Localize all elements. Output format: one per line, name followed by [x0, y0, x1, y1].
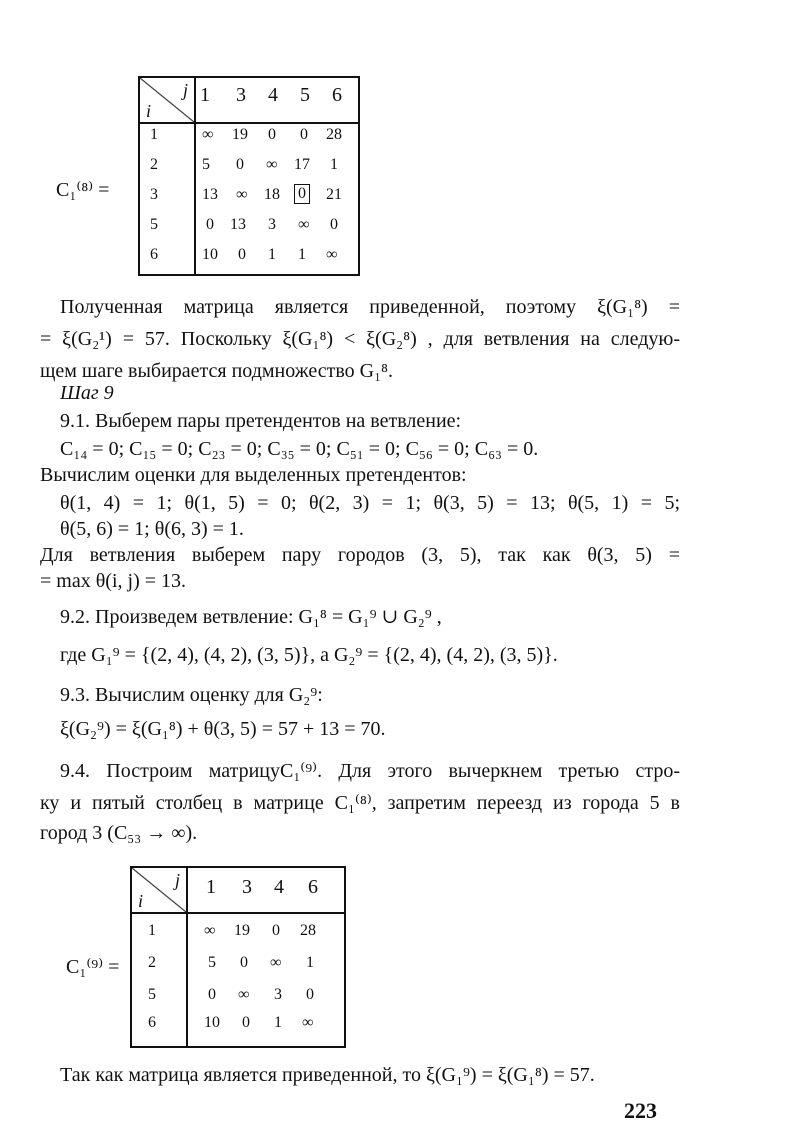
text-line: щем шаге выбирается подмножество G₁⁸. [40, 360, 394, 382]
matrix2-row-index: 6 [148, 1014, 156, 1031]
matrix1-label: C₁⁽⁸⁾ = [56, 179, 110, 201]
matrix1-cell: 5 [202, 156, 210, 173]
matrix1-row-index: 2 [150, 156, 158, 173]
matrix2-row-index: 2 [148, 954, 156, 971]
matrix2-cell: 19 [234, 922, 250, 939]
matrix1-cell: 10 [202, 246, 218, 263]
matrix2-col-header: j [174, 870, 180, 890]
matrix1-cell: 0 [238, 246, 246, 263]
matrix2-col: 4 [274, 876, 284, 898]
text-line: Так как матрица является приведенной, то ξ(G₁⁹) = ξ(G₁⁸) = 57. [60, 1064, 595, 1086]
matrix2-cell: 1 [306, 954, 314, 971]
text-line: где G₁⁹ = {(2, 4), (4, 2), (3, 5)}, а G₂⁹ = {(2, 4), (4, 2), (3, 5)}. [60, 644, 558, 666]
matrix2-col: 1 [206, 876, 216, 898]
matrix1-corner [140, 78, 196, 124]
matrix1-cell: ∞ [236, 186, 248, 203]
matrix1-col: 4 [268, 84, 278, 106]
text-line: ξ(G₂⁹) = ξ(G₁⁸) + θ(3, 5) = 57 + 13 = 70. [60, 718, 386, 740]
matrix1-col: 5 [300, 84, 310, 106]
matrix1-cell: 13 [202, 186, 218, 203]
matrix2-row-header: i [138, 891, 144, 911]
text-line: = ξ(G₂¹) = 57. Поскольку ξ(G₁⁸) < ξ(G₂⁸) , для ветвления на следую- [40, 328, 680, 350]
matrix1-table [138, 76, 360, 276]
matrix1-row-index: 5 [150, 216, 158, 233]
matrix2-cell: 3 [274, 986, 282, 1003]
matrix1-cell: ∞ [266, 156, 278, 173]
text-line: C₁₄ = 0; C₁₅ = 0; C₂₃ = 0; C₃₅ = 0; C₅₁ = 0; C₅₆ = 0; C₆₃ = 0. [60, 438, 539, 460]
matrix1-cell: 28 [326, 126, 342, 143]
matrix2-cell: 0 [242, 1014, 250, 1031]
matrix1-col-header: j [182, 80, 188, 100]
matrix1-cell: 3 [268, 216, 276, 233]
matrix1-row-index: 1 [150, 126, 158, 143]
matrix2-row-index: 1 [148, 922, 156, 939]
matrix2-cell: 0 [306, 986, 314, 1003]
text-line: Для ветвления выберем пару городов (3, 5), так как θ(3, 5) = [40, 544, 680, 566]
text-line: 9.1. Выберем пары претендентов на ветвление: [60, 410, 462, 432]
matrix2-cell: 28 [300, 922, 316, 939]
page-number: 223 [624, 1098, 657, 1123]
matrix1-cell: 13 [230, 216, 246, 233]
matrix2-cell: 0 [272, 922, 280, 939]
matrix2-cell: ∞ [302, 1014, 314, 1031]
matrix1-cell: 0 [206, 216, 214, 233]
matrix2-cell: 5 [208, 954, 216, 971]
matrix2-col: 3 [242, 876, 252, 898]
matrix1-row-index: 3 [150, 186, 158, 203]
matrix2-cell: 10 [204, 1014, 220, 1031]
text-line: Полученная матрица является приведенной, поэтому ξ(G₁⁸) = [60, 296, 680, 318]
matrix1-col: 3 [236, 84, 246, 106]
text-line: ку и пятый столбец в матрице C₁⁽⁸⁾, запретим переезд из города 5 в [40, 792, 680, 814]
matrix1-cell: 0 [268, 126, 276, 143]
text-line: = max θ(i, j) = 13. [40, 570, 187, 592]
matrix1-cell: 19 [232, 126, 248, 143]
text-line: 9.3. Вычислим оценку для G₂⁹: [60, 684, 323, 706]
matrix1-cell: ∞ [326, 246, 338, 263]
matrix2-col: 6 [308, 876, 318, 898]
text-line: θ(5, 6) = 1; θ(6, 3) = 1. [60, 518, 244, 540]
matrix1-cell: ∞ [298, 216, 310, 233]
text-line: город 3 (C₅₃ → ∞). [40, 822, 198, 844]
matrix2-corner [132, 868, 188, 914]
matrix1-cell: 1 [330, 156, 338, 173]
matrix2-cell: 0 [240, 954, 248, 971]
text-line: 9.4. Построим матрицуC₁⁽⁹⁾. Для этого вычеркнем третью стро- [60, 760, 680, 782]
matrix1-row-index: 6 [150, 246, 158, 263]
matrix2-row-index: 5 [148, 986, 156, 1003]
matrix2-cell: ∞ [270, 954, 282, 971]
matrix1-col: 1 [200, 84, 210, 106]
matrix2-cell: 0 [208, 986, 216, 1003]
text-line: 9.2. Произведем ветвление: G₁⁸ = G₁⁹ ∪ G₂⁹ , [60, 606, 442, 628]
matrix1-row-header: i [146, 101, 152, 121]
step-heading: Шаг 9 [60, 382, 114, 404]
matrix1-cell: 18 [264, 186, 280, 203]
matrix2-table [130, 866, 346, 1048]
matrix2-label: C₁⁽⁹⁾ = [66, 956, 120, 978]
matrix1-cell: 0 [236, 156, 244, 173]
matrix1-cell: 17 [294, 156, 310, 173]
matrix1-cell: 0 [330, 216, 338, 233]
matrix1-cell: 21 [326, 186, 342, 203]
matrix1-col: 6 [332, 84, 342, 106]
text-line: θ(1, 4) = 1; θ(1, 5) = 0; θ(2, 3) = 1; θ(3, 5) = 13; θ(5, 1) = 5; [60, 492, 680, 514]
matrix2-cell: ∞ [204, 922, 216, 939]
matrix1-cell: 1 [298, 246, 306, 263]
matrix2-cell: 1 [274, 1014, 282, 1031]
matrix1-cell-selected: 0 [294, 184, 310, 204]
text-line: Вычислим оценки для выделенных претендентов: [40, 464, 467, 486]
matrix2-cell: ∞ [238, 986, 250, 1003]
matrix1-cell: 1 [268, 246, 276, 263]
matrix1-cell: ∞ [202, 126, 214, 143]
matrix1-cell: 0 [300, 126, 308, 143]
